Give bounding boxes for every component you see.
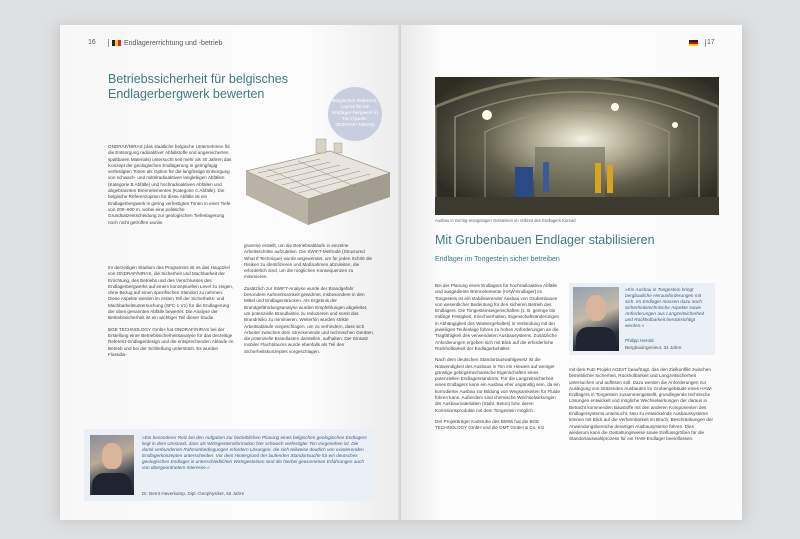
left-page — [60, 25, 401, 520]
tunnel-photo-image — [435, 77, 719, 215]
header-section: Endlagererrichtung und -betrieb — [124, 39, 223, 47]
article-title-left — [108, 72, 308, 102]
paragraph: Der Projektträger Karlsruhe des BMWi hat die BGE TECHNOLOGY GmbH und die DMT GmbH & Co. KG — [435, 418, 545, 431]
article-subtitle-right: Endlager im Tongestein sicher betreiben — [435, 256, 560, 263]
quote-box-right — [569, 283, 715, 355]
page-number-left: 16 — [88, 39, 96, 46]
title-line-1: Betriebssicherheit für belgisches — [108, 72, 288, 86]
quote-text-right: »Ein Ausbau in Tongestein bringt bergbauliche Herausforderungen mit sich. Im Endlager müssen dazu noch sicherheitstechnische Aspekte sowie Anforderungen aus Langzeitsicherheit und Rückholbarkeit berücksichtigt werden.« — [625, 287, 704, 328]
portrait-haverkamp — [90, 435, 134, 495]
left-column-1a — [108, 144, 234, 231]
title-line-2: Endlagerbergwerk bewerten — [108, 87, 265, 101]
bubble-text: Belgisches Referenz-Layout für ein Endlager-bergwerk in Ton (Quelle: ONDRAF/ NIRAS) — [332, 99, 378, 128]
quote-text-left: »Ein besonderer Reiz bei den Aufgaben zur betrieblichen Planung eines belgischen geologischen Endlagers liegt in dem Umstand, dass als Wirtsgesteinsformation hier schwach verfestigter Ton vorgesehen ist. Die damit verbundenen Rahmenbedingungen erfordern Lösungen, die sich teilweise deutlich von existierenden Endlagerkonzepten unterscheiden. Vor dem Hintergrund der laufenden Standortsuche für ein deutsches geologisches Endlager in unterschiedlichen Wirtsgesteinen sind die hierbei gewonnenen Erfahrungen auch von übergeordnetem Interesse.« — [142, 435, 367, 470]
german-flag-icon — [689, 40, 698, 46]
right-column-2 — [569, 367, 715, 448]
left-column-2 — [244, 243, 374, 360]
paragraph: Bei der Planung eines Endlagers für hochradioaktive Abfälle und ausgediente Brennelemente (HAW-Endlager) im Tongestein ist ein stabilisierender Ausbau von Grubenbauen von wesentlicher Bedeutung für den sicheren Betrieb des Endlagers. Die Tongesteinseigenschaften (z. B. geringe bis mäßige Festigkeit, Kriechverhalten, Eigenschaftsänderungen in Abhängigkeit des Wassergehaltes) in Verbindung mit der jeweiligen Teufenlage führen zu hohen Anforderungen an die Tragfähigkeit des verwendeten Ausbausystems. Zusätzliche Anforderungen ergeben sich mit Blick auf die erforderliche Rückholbarkeit der Endlagerbehälter. — [435, 283, 560, 351]
paragraph: Im derzeitigen Stadium des Programms ist es das Hauptziel von ONDRAF/NIRAS, die Sicherheit und Machbarkeit der Errichtung, des Betriebs und des Verschlusses des Endlagerbergwerks auf einem konzeptuellen Level zu zeigen, ohne Bezug auf einen spezifischen Standort zu nehmen. Diese Aspekte werden im ersten Teil der Sicherheits- und Machbarkeitsuntersuchung (SFC-1 V1) für die Endlagerung der oben genannten Abfälle bewertet. Die Analyse der Betriebssicherheit ist ein wichtiger Teil dieser Studie. — [108, 265, 234, 321]
tunnel-photo — [435, 77, 719, 215]
quote-box-left — [84, 429, 374, 501]
paragraph: Nach dem deutschen Standortauswahlgesetz ist die Notwendigkeit des Ausbaus in Ton ein Hinweis auf weniger günstige gebirgsmechanische Eigenschaften eines potenziellen Endlagerstandorts. Für die Langzeitsicherheit eines Endlagers kann ein Ausbau eher ungünstig sein, da ein korrodierter Ausbau zur Bildung von Wegsamkeiten für Fluide führen kann. Außerdem sind chemische Wechselwirkungen der Ausbaumaterialien (Stahl, Beton) bzw. deren Korrosionsprodukte mit dem Tongestein möglich. — [435, 357, 561, 413]
quote-author-role: Bergbauingenieur, 34 Jahre — [625, 345, 682, 350]
right-page — [401, 25, 742, 520]
quote-author-name: Philipp Herold — [625, 338, 654, 343]
photo-caption: Ausbau in Gering-mangelagen Geisteinen im Vollzeit des Endlagers Konrad — [435, 218, 576, 223]
article-title-right: Mit Grubenbauen Endlager stabilisieren — [435, 233, 655, 247]
paragraph: mit dem FuE-Projekt AGEnT beauftragt, das den Zielkonflikt zwischen betrieblicher Sicherheit, Rückholbarkeit und Langzeitsicherheit untersuchen und auflösen soll. Dazu werden die Anforderungen zur Auslegung von stützenden Ausbauten im Grubengebäude eines HAW-Endlagers in Tongestein zusammengestellt, grundlegende technische Lösungen entwickelt und mögliche Wechselwirkungen der daraus in Betracht kommenden Baustoffe mit den anderen Komponenten des Endlagersystems untersucht. Neu zu entwickelnde Ausbaussysteme können mit Blick auf die Verformbarkeit im Bruch, Beschränkungen der Anwendungsbereiche derartiger Ausbausysteme führen. Dies wiederum kann die Gestaltungsweise sowie Einflussgrößen für die Standortauswahlprozess für ein HAW-Endlager beeinflussen. — [569, 367, 714, 442]
paragraph: gramme erstellt, um die Betriebsabläufe in einzelne Arbeitsschritte aufzuteilen. Die SWIFT-Methode (Structured What If Technique) wurde angewendet, um für jeden Schritt die Risiken zu identifizieren und Maßnahmen abzuleiten, die erforderlich sind, um die möglichen Konsequenzen zu minimieren. — [244, 243, 373, 280]
page-number-right: 17 — [707, 39, 715, 46]
belgian-flag-icon — [112, 40, 121, 46]
quote-author-left: Dr. Bernt Haverkamp, Dipl.-Geophysiker, 62 Jahre — [142, 491, 245, 496]
portrait-herold — [573, 287, 619, 351]
repository-layout-illustration — [238, 133, 398, 233]
paragraph: BGE TECHNOLOGY GmbH hat ONDRAF/NIRAS bei der Erstellung einer Betriebssicherheitsanalyse für das derzeitige Referenz-Endlagerdesign und die entsprechenden Abläufe im Betrieb und bei der Schließung unterstützt. Es wurden Flussdia- — [108, 326, 234, 357]
paragraph: ONDRAF/NIRAS (das staatliche belgische Unternehmen für die Entsorgung radioaktiver Abfallstoffe und angereicherten spaltbaren Materials) untersucht seit mehr als 40 Jahren das Konzept der geologischen Endlagerung in geringfügig verfestigten Tonen als Option für die langfristige Entsorgung von schwach- und mittelradioaktiven langlebigen Abfällen (Kategorie B Abfälle) und hochradioaktiven Abfällen und abgebrannten Brennelementen (Kategorie C Abfälle). Die belgische Referenzoption für diese Abfälle ist ein Endlagerbergwerk in gering verfestigten Tonen in einer Tiefe von 200–600 m, wobei eine politische Grundsatzentscheidung zur geologischen Tiefenlagerung noch nicht getroffen wurde. — [108, 144, 232, 225]
paragraph: Zusätzlich zur SWIFT-Analyse wurde der Brandgefahr besondere Aufmerksamkeit gewidmet, insbesondere in den Mittel und Endlagerstrecken. Als Ergebnis der Brandgefährdungsanalyse wurden Empfehlungen abgeleitet, um potenzielle Brandlasten zu reduzieren und somit das Brandrisiko zu minimieren. Weiterhin wurden strikte Arbeitsabläufe vorgeschlagen, um zu verhindern, dass sich Arbeiter zwischen dem Streckenende und technischen Geräten, die potenzielle Brandlasten darstellen, aufhalten. Der Einsatz mobiler Flachtiraums wurde ebenfalls als Teil des Sicherheitskonzeptes vorgeschlagen. — [244, 285, 374, 354]
left-column-1b — [108, 265, 234, 363]
right-column-1 — [435, 283, 561, 437]
page-header-left — [108, 39, 222, 47]
